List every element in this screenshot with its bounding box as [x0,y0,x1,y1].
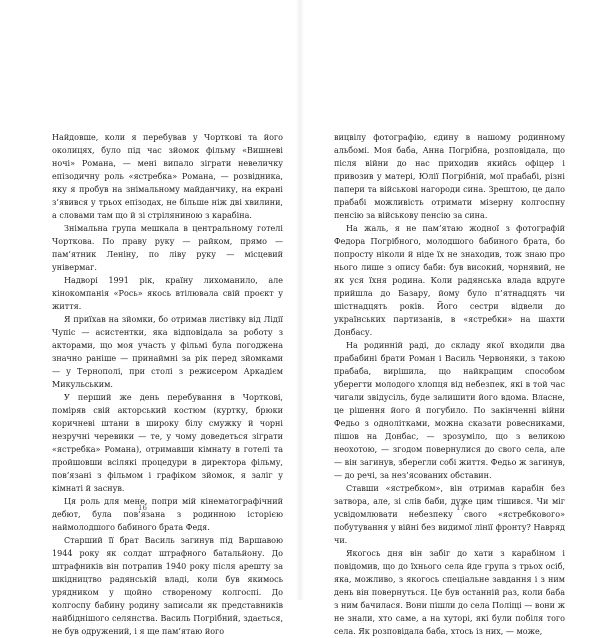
paragraph: У перший же день перебування в Чорткові, поміряв свій акторський костюм (куртку, брюки коричневі штани в широку білу смужку й чорні незручні черевики — те, у чому доведеться зіграти «ястребка» Романа), отримавши кімнату в готелі та пройшовши всілякі процедури в директора фільму, пов’язані з фільмом і графіком зйомок, я заліг у кімнаті й заснув. [52,393,283,493]
paragraph: вицвілу фотографію, єдину в нашому родинному альбомі. Моя баба, Анна Погрібна, розповідала, що після війни до нас приходив якийсь офіцер і привозив у матері, Юлії Погрібній, мої прабабі, різні папери та військові нагороди сина. Зрештою, це дало прабабі можливість отримати мізерну колгоспну пенсію за військову пенсію за сина. [334,133,565,220]
page-number: 17 [456,504,465,512]
paragraph: Старший її брат Василь загинув під Варшавою 1944 року як солдат штрафного батальйону. До штрафників він потрапив 1940 року після арешту за шкідництво радянській владі, коли був якимось урядником у щойно створеному колгоспі. До колгоспу бабину родину записали як представників найбіднішого селянства. Василь Погрібний, здається, не був одружений, і я ще пам’ятаю його [52,536,283,636]
paragraph: Найдовше, коли я перебував у Чорткові та його околицях, було під час зйомок фільму «Вишневі ночі» Романа, — мені випало зіграти невеличку епізодичну роль «ястребка» Романа, — розвідника, яку я пробув на знімальному майданчику, на екрані з’явився у трьох епізодах, не більше ніж дві хвилини, а словами там що й зі стріляниною з карабіна. [52,133,283,220]
left-page-text [52,131,283,638]
paragraph: Ставши «ястребком», він отримав карабін без затвора, але, зі слів баби, дуже цим тішився. Чи міг усвідомлювати небезпеку свого «ястребкового» побутування у війні без видимої лінії фронту? Навряд чи. [334,484,565,545]
paragraph: На жаль, я не пам’ятаю жодної з фотографій Федора Погрібного, молодшого бабиного брата, бо попросту ніколи й ніде їх не знаходив, тож знаю про нього лише з опису баби: був високий, чорнявий, не як уся їхня родина. Коли радянська влада вдруге прийшла до Базару, йому було п’ятнадцять чи шістнадцять років. Його сестри відвели до українських партизанів, в «ястребки» на шахти Донбасу. [334,224,565,337]
paragraph: Знімальна група мешкала в центральному готелі Чорткова. По праву руку — райком, прямо — пам’ятник Леніну, по ліву руку — місцевий універмаг. [52,224,283,272]
right-page [300,0,600,636]
paragraph: Ця роль для мене, попри мій кінематографічний дебют, була пов’язана з родинною історією наймолодшого бабиного брата Федя. [52,497,283,532]
paragraph: Я приїхав на зйомки, бо отримав листівку від Лідії Чупіс — асистентки, яка відповідала за роботу з акторами, що моя участь у фільмі була погоджена значно раніше — принаймні за рік перед зйомками — у Тернополі, при столі з режисером Аркадієм Микульським. [52,315,283,389]
right-page-text [334,131,565,638]
paragraph: На родинній раді, до складу якої входили два прабабині брати Роман і Василь Червоняки, з такою прабаба, вирішила, що найкращим способом уберегти молодого хлопця від небезпек, які в той час чигали звідусіль, буде залишити його вдома. Власне, це рішення його й погубило. По закінченні війни Федьо з однолітками, можна сказати ровесниками, пішов на Донбас, — зрозуміло, що з великою неохотою, — згодом повернулися до свого села, але — він загинув, зберегли собі життя. Федьо ж загинув, — до речі, за нез’ясованих обставин. [334,341,565,480]
page-number: 16 [138,504,147,512]
paragraph: Якогось дня він забіг до хати з карабіном і повідомив, що до їхнього села йде група з трьох осіб, яка, можливо, з якогось спеціальне завдання і з ним день він повернуться. Це був останній раз, коли баба з ним бачилася. Вони пішли до села Поліщі — вони ж не знали, хто саме, а на хуторі, які були побіля того села. Як розповідала баба, хтось із них, — може, [334,549,565,636]
paragraph: Надворі 1991 рік, країну лихоманило, але кінокомпанія «Рось» якось втілювала свій проєкт у життя. [52,276,283,311]
left-page [0,0,300,636]
